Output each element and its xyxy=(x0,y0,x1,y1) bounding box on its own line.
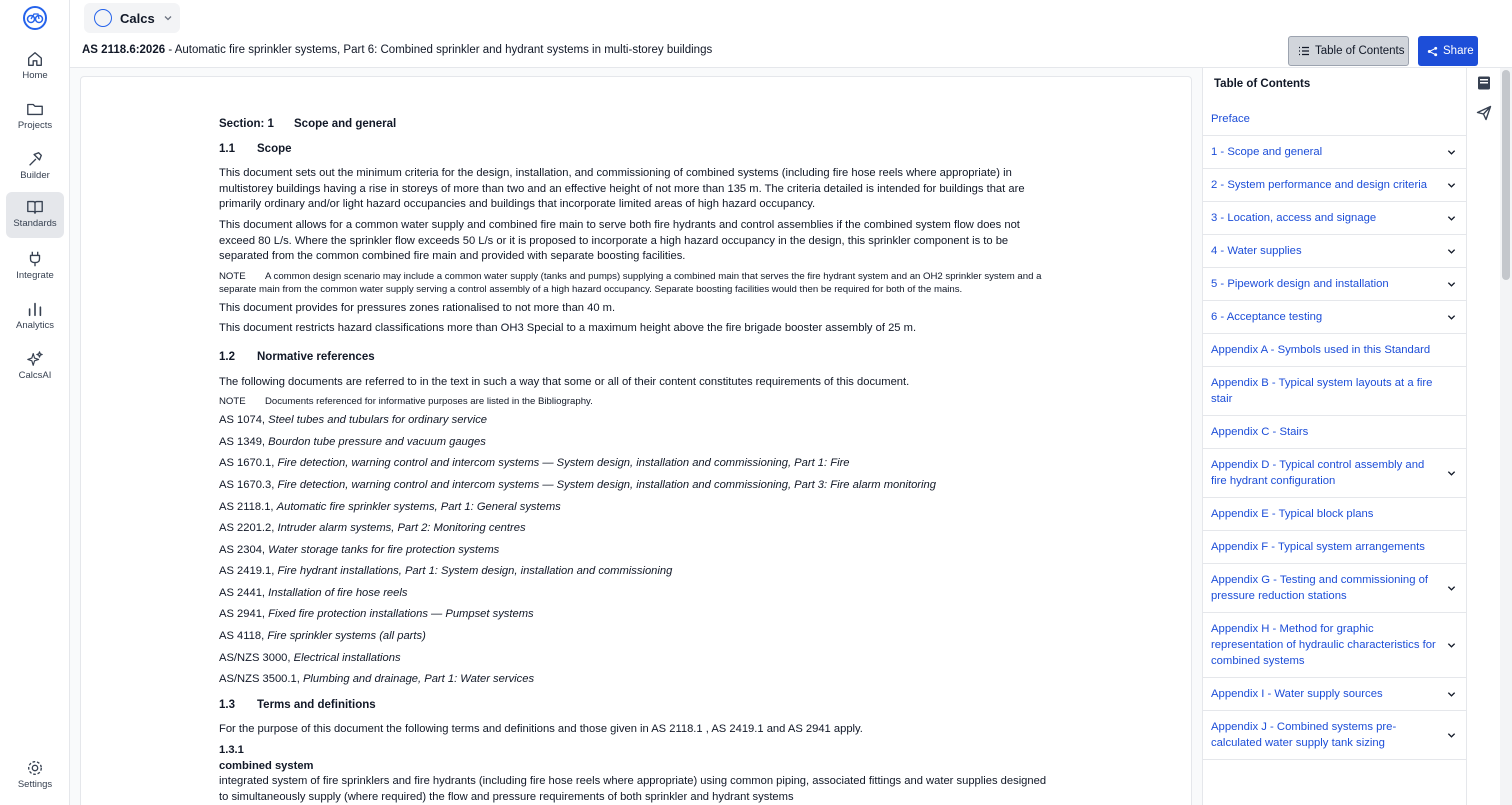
toc-item-label: 2 - System performance and design criteria xyxy=(1211,179,1427,191)
nav-integrate-label: Integrate xyxy=(16,270,54,281)
toc-item-appendix-c[interactable] xyxy=(1203,416,1466,449)
chevron-down-icon[interactable] xyxy=(1447,690,1456,699)
reference-item xyxy=(219,478,1055,494)
reference-item xyxy=(219,586,1055,602)
reference-code: AS 2118.1, xyxy=(219,500,277,513)
note-label: NOTE xyxy=(219,396,246,408)
reference-item xyxy=(219,629,1055,645)
toc-item-section-4[interactable] xyxy=(1203,235,1466,268)
reference-title: Electrical installations xyxy=(293,651,401,664)
reference-code: AS 1074, xyxy=(219,414,269,427)
book-icon[interactable] xyxy=(1476,75,1492,91)
toc-item-label: Appendix G - Testing and commissioning of pressure reduction stations xyxy=(1211,574,1429,602)
section-heading xyxy=(219,117,1055,133)
nav-settings-label: Settings xyxy=(17,779,53,790)
document-viewer xyxy=(70,68,1202,805)
toc-item-appendix-e[interactable] xyxy=(1203,498,1466,531)
paragraph: This document sets out the minimum criteria for the design, installation, and commissioning of combined systems (including fire hose reels where appropriate) in multistorey buildings having a rise in storeys of more than two and an effective height of not more than 135 m. The criteria detailed is intended for buildings that are primarily ordinary and/or light hazard occupancies and buildings that incorporate limited areas of high hazard occupancy. xyxy=(219,167,1025,211)
chevron-down-icon[interactable] xyxy=(1447,584,1456,593)
toc-item-appendix-b[interactable] xyxy=(1203,367,1466,416)
reference-code: AS 1670.1, xyxy=(219,457,278,470)
term-number: 1.3.1 xyxy=(219,744,244,757)
reference-title: Steel tubes and tubulars for ordinary service xyxy=(268,414,488,427)
nav-integrate[interactable] xyxy=(6,244,64,290)
app-switcher[interactable] xyxy=(84,3,180,33)
toc-item-label: Appendix J - Combined systems pre-calculated water supply tank sizing xyxy=(1211,721,1397,749)
term-name: combined system xyxy=(219,759,314,772)
note xyxy=(219,395,1055,408)
paragraph: This document provides for pressures zones rationalised to not more than 40 m. xyxy=(219,301,616,314)
chevron-down-icon[interactable] xyxy=(1447,469,1456,478)
note-label: NOTE xyxy=(219,270,246,282)
reference-title: Fixed fire protection installations — Pumpset systems xyxy=(268,608,534,621)
toc-item-appendix-g[interactable] xyxy=(1203,564,1466,613)
toc-item-label: Appendix I - Water supply sources xyxy=(1211,688,1383,700)
toc-item-label: Appendix F - Typical system arrangements xyxy=(1211,541,1425,553)
reference-code: AS 2941, xyxy=(219,608,269,621)
nav-projects-label: Projects xyxy=(17,120,53,131)
chevron-down-icon[interactable] xyxy=(1447,731,1456,740)
chevron-down-icon[interactable] xyxy=(1447,148,1456,157)
toc-item-section-6[interactable] xyxy=(1203,301,1466,334)
toc-item-label: 6 - Acceptance testing xyxy=(1211,311,1323,323)
reference-title: Installation of fire hose reels xyxy=(268,586,408,599)
toc-item-appendix-d[interactable] xyxy=(1203,449,1466,498)
reference-code: AS/NZS 3000, xyxy=(219,651,294,664)
toc-item-label: Appendix A - Symbols used in this Standard xyxy=(1211,344,1431,356)
reference-title: Fire detection, warning control and intercom systems — System design, installation and commissioning, Part 1: Fire xyxy=(277,457,850,470)
toc-item-appendix-h[interactable] xyxy=(1203,613,1466,678)
chevron-down-icon[interactable] xyxy=(1447,313,1456,322)
document-header xyxy=(70,36,1512,68)
clause-title: Terms and definitions xyxy=(257,698,376,711)
section-number: Section: 1 xyxy=(219,118,274,130)
send-icon[interactable] xyxy=(1476,105,1492,121)
reference-code: AS 2201.2, xyxy=(219,522,278,535)
clause-number: 1.3 xyxy=(219,698,235,711)
section-title: Scope and general xyxy=(294,118,397,130)
toc-item-appendix-j[interactable] xyxy=(1203,711,1466,760)
nav-standards-label: Standards xyxy=(13,218,57,229)
reference-code: AS/NZS 3500.1, xyxy=(219,673,303,686)
right-rail xyxy=(1466,68,1500,805)
toc-item-label: 4 - Water supplies xyxy=(1211,245,1302,257)
clause-title: Scope xyxy=(257,142,292,155)
nav-settings[interactable] xyxy=(6,753,64,799)
reference-title: Intruder alarm systems, Part 2: Monitoring centres xyxy=(277,522,526,535)
page-scrollbar[interactable] xyxy=(1500,68,1512,805)
reference-item xyxy=(219,413,1055,429)
document-code: AS 2118.6:2026 xyxy=(82,44,166,56)
app-name: Calcs xyxy=(120,10,155,26)
nav-projects[interactable] xyxy=(6,94,64,140)
reference-title: Water storage tanks for fire protection systems xyxy=(268,543,500,556)
nav-builder[interactable] xyxy=(6,144,64,190)
reference-item xyxy=(219,651,1055,667)
toc-item-label: Appendix B - Typical system layouts at a fire stair xyxy=(1211,377,1433,405)
toc-item-label: 3 - Location, access and signage xyxy=(1211,212,1377,224)
app-logo-icon[interactable] xyxy=(23,6,47,30)
reference-code: AS 2419.1, xyxy=(219,565,278,578)
term-definition: integrated system of fire sprinklers and fire hydrants (including fire hose reels where appropriate) using common piping, associated fittings and water supplies designed to simultaneously supply (where required) the flow and pressure requirements of both sprinkler and hydrant systems xyxy=(219,775,1047,803)
plug-icon xyxy=(26,250,44,268)
reference-code: AS 1670.3, xyxy=(219,478,278,491)
nav-builder-label: Builder xyxy=(20,170,50,181)
home-icon xyxy=(26,50,44,68)
chevron-down-icon[interactable] xyxy=(1447,214,1456,223)
toc-item-label: 5 - Pipework design and installation xyxy=(1211,278,1389,290)
reference-title: Plumbing and drainage, Part 1: Water services xyxy=(302,673,535,686)
toc-item-section-5[interactable] xyxy=(1203,268,1466,301)
table-of-contents-button-label: Table of Contents xyxy=(1315,45,1405,57)
note xyxy=(219,270,1055,296)
nav-analytics[interactable] xyxy=(6,294,64,340)
table-of-contents-button[interactable] xyxy=(1288,36,1409,66)
toc-item-section-2[interactable] xyxy=(1203,169,1466,202)
toc-item-label: Preface xyxy=(1211,113,1250,125)
reference-title: Fire detection, warning control and intercom systems — System design, installation and commissioning, Part 3: Fire alarm monitoring xyxy=(277,478,936,491)
reference-item xyxy=(219,543,1055,559)
scrollbar-thumb[interactable] xyxy=(1502,70,1510,280)
reference-title: Bourdon tube pressure and vacuum gauges xyxy=(268,435,486,448)
list-icon xyxy=(1298,45,1310,57)
chevron-down-icon[interactable] xyxy=(1447,247,1456,256)
reference-code: AS 1349, xyxy=(219,435,269,448)
reference-title: Fire hydrant installations, Part 1: System design, installation and commissioning xyxy=(277,565,673,578)
document-page xyxy=(80,76,1192,805)
reference-code: AS 2304, xyxy=(219,543,269,556)
reference-item xyxy=(219,435,1055,451)
clause-number: 1.2 xyxy=(219,350,235,363)
share-icon xyxy=(1427,46,1438,57)
chevron-down-icon[interactable] xyxy=(1447,181,1456,190)
toc-item-preface[interactable] xyxy=(1203,103,1466,136)
reference-item xyxy=(219,521,1055,537)
note-text: A common design scenario may include a common water supply (tanks and pumps) supplying a combined main that serves the fire hydrant system and an OH2 sprinkler system and a separate main from the common water supply serving a control assembly of a high hazard occupancy. Separate boosting facilities would then be required for both of the mains. xyxy=(219,270,1042,295)
clause-heading xyxy=(219,350,1055,366)
nav-home[interactable] xyxy=(6,44,64,90)
reference-code: AS 2441, xyxy=(219,586,269,599)
document-title-text: - Automatic fire sprinkler systems, Part 6: Combined sprinkler and hydrant systems in multi-storey buildings xyxy=(165,44,713,56)
reference-item xyxy=(219,672,1055,688)
toc-item-appendix-a[interactable] xyxy=(1203,334,1466,367)
reference-item xyxy=(219,607,1055,623)
reference-item xyxy=(219,456,1055,472)
book-icon xyxy=(26,198,44,216)
bar-chart-icon xyxy=(26,300,44,318)
toc-panel xyxy=(1202,68,1466,805)
document-title xyxy=(82,44,712,56)
reference-item xyxy=(219,500,1055,516)
folder-icon xyxy=(26,100,44,118)
toc-item-label: Appendix C - Stairs xyxy=(1211,426,1309,438)
calcs-logo-icon xyxy=(94,9,112,27)
gear-icon xyxy=(26,759,44,777)
nav-standards[interactable] xyxy=(6,192,64,238)
chevron-down-icon[interactable] xyxy=(1447,641,1456,650)
toc-title: Table of Contents xyxy=(1214,78,1311,90)
note-text: Documents referenced for informative purposes are listed in the Bibliography. xyxy=(265,396,593,408)
toc-item-label: Appendix D - Typical control assembly and fire hydrant configuration xyxy=(1211,459,1425,487)
document-content xyxy=(219,117,1055,805)
toc-item-label: Appendix E - Typical block plans xyxy=(1211,508,1374,520)
share-button-label: Share xyxy=(1443,45,1474,57)
nav-analytics-label: Analytics xyxy=(15,320,54,331)
reference-item xyxy=(219,564,1055,580)
toc-item-appendix-i[interactable] xyxy=(1203,678,1466,711)
paragraph: The following documents are referred to in the text in such a way that some or all of their content constitutes requirements of this document. xyxy=(219,375,910,388)
hammer-icon xyxy=(26,150,44,168)
clause-heading xyxy=(219,698,1055,714)
paragraph: For the purpose of this document the following terms and definitions and those given in AS 2118.1 , AS 2419.1 and AS 2941 apply. xyxy=(219,723,863,736)
left-nav xyxy=(0,0,70,805)
share-button[interactable] xyxy=(1418,36,1478,66)
clause-heading xyxy=(219,142,1055,158)
toc-item-appendix-f[interactable] xyxy=(1203,531,1466,564)
toc-item-label: 1 - Scope and general xyxy=(1211,146,1323,158)
chevron-down-icon[interactable] xyxy=(1447,280,1456,289)
toc-item-section-3[interactable] xyxy=(1203,202,1466,235)
paragraph: This document restricts hazard classifications more than OH3 Special to a maximum height above the fire brigade booster assembly of 25 m. xyxy=(219,322,917,335)
paragraph: This document allows for a common water supply and combined fire main to serve both fire hydrants and control assemblies if the combined system flow does not exceed 80 L/s. Where the sprinkler flow exceeds 50 L/s or it is proposed to incorporate a high hazard occupancy in the design, this sprinkler component is to be separated from the common combined fire main and provided with separate boosting facilities. xyxy=(219,218,1020,263)
top-bar xyxy=(70,0,1512,36)
toc-item-label: Appendix H - Method for graphic representation of hydraulic characteristics for combined systems xyxy=(1211,623,1436,667)
nav-calcsai[interactable] xyxy=(6,344,64,390)
toc-list xyxy=(1203,103,1466,760)
clause-number: 1.1 xyxy=(219,142,235,155)
sparkles-icon xyxy=(26,350,44,368)
nav-home-label: Home xyxy=(22,70,48,81)
toc-item-section-1[interactable] xyxy=(1203,136,1466,169)
reference-title: Fire sprinkler systems (all parts) xyxy=(267,630,426,643)
clause-title: Normative references xyxy=(257,350,375,363)
chevron-down-icon xyxy=(163,13,173,23)
nav-calcsai-label: CalcsAI xyxy=(18,370,52,381)
reference-title: Automatic fire sprinkler systems, Part 1: General systems xyxy=(276,500,561,513)
reference-code: AS 4118, xyxy=(219,630,268,643)
